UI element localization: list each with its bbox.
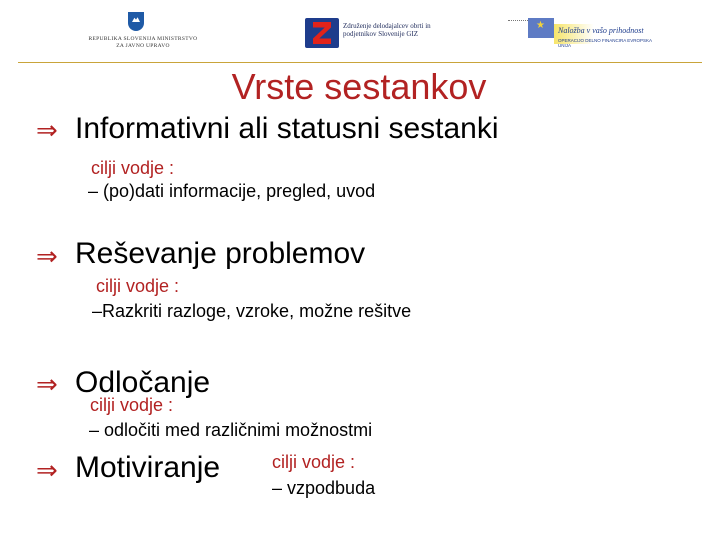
goal-text: – vzpodbuda bbox=[272, 478, 376, 498]
section-heading-decision: Odločanje bbox=[75, 366, 211, 399]
eu-flag-icon bbox=[528, 18, 554, 38]
goal-label: cilji vodje : bbox=[96, 276, 180, 296]
ministry-logo-text: REPUBLIKA SLOVENIJA MINISTRSTVO ZA JAVNO UPRAVO bbox=[88, 36, 198, 49]
goal-label: cilji vodje : bbox=[90, 395, 174, 415]
implies-arrow-icon: ⇒ bbox=[36, 456, 58, 486]
goal-text: –Razkriti razloge, vzroke, možne rešitve bbox=[92, 301, 412, 321]
implies-arrow-icon: ⇒ bbox=[36, 116, 58, 146]
slide-title: Vrste sestankov bbox=[231, 66, 487, 107]
goal-label: cilji vodje : bbox=[272, 452, 356, 472]
eu-logo-title: Naložba v vašo prihodnost bbox=[558, 26, 644, 35]
eu-logo-dots bbox=[508, 20, 528, 23]
implies-arrow-icon: ⇒ bbox=[36, 242, 58, 272]
slovenia-coat-of-arms-logo bbox=[128, 12, 144, 31]
eu-logo-subtitle: OPERACIJO DELNO FINANCIRA EVROPSKA UNIJA bbox=[558, 38, 652, 48]
zdops-logo-text: Združenje delodajalcev obrti in podjetnikov Slovenije GIZ bbox=[343, 22, 431, 38]
implies-arrow-icon: ⇒ bbox=[36, 370, 58, 400]
section-heading-problem-solving: Reševanje problemov bbox=[75, 237, 366, 270]
zdops-logo bbox=[305, 18, 339, 48]
goal-text: – odločiti med različnimi možnostmi bbox=[89, 420, 373, 440]
section-heading-motivation: Motiviranje bbox=[75, 451, 221, 484]
goal-label: cilji vodje : bbox=[91, 158, 175, 178]
goal-text: – (po)dati informacije, pregled, uvod bbox=[88, 181, 376, 201]
section-heading-informative: Informativni ali statusni sestanki bbox=[75, 112, 499, 145]
header-divider bbox=[18, 62, 702, 63]
